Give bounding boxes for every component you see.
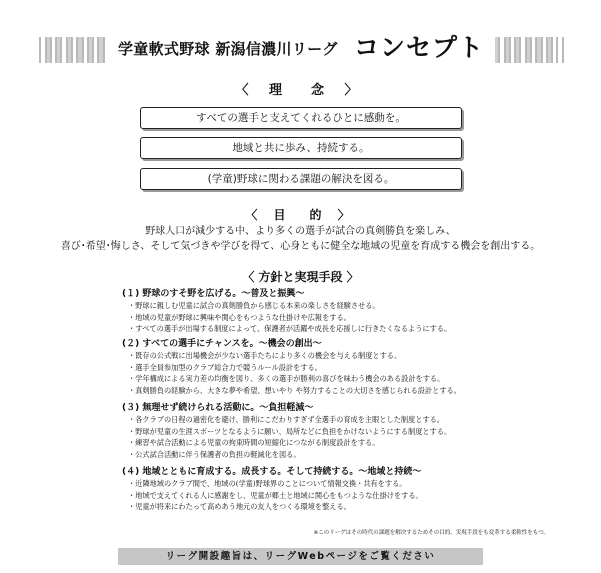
policy-item: ・真剣勝負の経験から、大きな夢や希望、想いやり や努力することの大切さを感じられる設計とする。 [128, 385, 461, 395]
header-decoration-right [495, 37, 567, 63]
policy-item: ・近隣地域のクラブ間で、地域の(学童)野球界のことについて情報交換・共有をする。 [128, 479, 407, 488]
policy-item: ・地域で支えてくれる人に感謝をし、児童が郷土と地域に関心をもつような仕掛けをする。 [128, 490, 423, 500]
policy-group-1 [122, 287, 592, 335]
policy-group-3 [122, 401, 592, 460]
header-decoration-left [36, 37, 108, 63]
policy-group-2 [122, 337, 592, 396]
policy-item: ・各クラブの日程の過密化を避け、勝利にこだわりすぎず全選手の育成を主眼とした制度とする。 [128, 415, 444, 424]
policy-item: ・練習や試合活動による児童の拘束時間の短縮化につながる制度設計をする。 [128, 438, 380, 448]
policy-item: ・公式試合活動に伴う保護者の負担の軽減化を図る。 [128, 449, 301, 459]
purpose-line-2: 喜び･希望･悔しさ、そして気づきや学びを得て、心身ともに健全な地域の児童を育成する機会を創出する。 [60, 241, 541, 252]
policy-group-title: (２) すべての選手にチャンスを。～機会の創出～ [122, 339, 322, 349]
league-name: 学童軟式野球 新潟信濃川リーグ [118, 40, 338, 58]
policy-item: ・野球が児童の生涯スポーツとなるように願い、局所などに負担をかけないようにする制度とする。 [128, 426, 452, 436]
philosophy-item-3: (学童)野球に関わる課題の解決を図る。 [140, 168, 462, 190]
policy-item: ・すべての選手が出場する制度によって、保護者が活躍や成長を応援しに行きたくなるようにする。 [128, 324, 452, 334]
purpose-line-1: 野球人口が減少する中、より多くの選手が試合の真剣勝負を楽しみ、 [145, 226, 456, 237]
policy-group-4 [122, 465, 592, 513]
policy-item: ・児童が将来にわたって高めあう地元の友人をつくる環境を整える。 [128, 502, 351, 512]
purpose-heading: 〈 目 的 〉 [245, 208, 356, 222]
website-notice-banner: リーグ開設趣旨は、リーグWebページをご覧ください [118, 548, 483, 565]
footnote: ※このリーグはその時代の課題を解決するためその目的、実現手段をも変革する柔軟性をもつ。 [313, 530, 549, 536]
philosophy-heading: 〈 理 念 〉 [235, 83, 366, 98]
policy-item: ・選手全員参加型のクラブ総合力で競うルール設計をする。 [128, 362, 322, 372]
philosophy-item-1: すべての選手と支えてくれるひとに感動を。 [140, 107, 462, 129]
policy-item: ・野球に親しむ児童に試合の真剣勝負から感じる本来の楽しさを経験させる。 [128, 301, 380, 310]
policy-group-title: (１) 野球のすそ野を広げる。～普及と振興～ [122, 289, 305, 299]
policy-item: ・既存の公式戦に出場機会が少ない選手たちにより多くの機会を与える制度とする。 [128, 351, 402, 360]
policy-group-title: (４) 地域とともに育成する。成長する。そして持続する。～地域と持続～ [122, 467, 422, 477]
policy-item: ・地域の児童が野球に興味や関心をもつような仕掛けや広報をする。 [128, 312, 351, 322]
concept-title: コンセプト [354, 33, 485, 62]
policy-group-title: (３) 無理せず続けられる活動に。～負担軽減～ [122, 403, 314, 413]
policies-heading: 〈 方針と実現手段 〉 [242, 270, 359, 284]
philosophy-item-2: 地域と共に歩み、持続する。 [140, 137, 462, 159]
policy-item: ・学年構成による実力差の均衡を図り、多くの選手が勝利の喜びを味わう機会のある設計をする。 [128, 374, 445, 384]
